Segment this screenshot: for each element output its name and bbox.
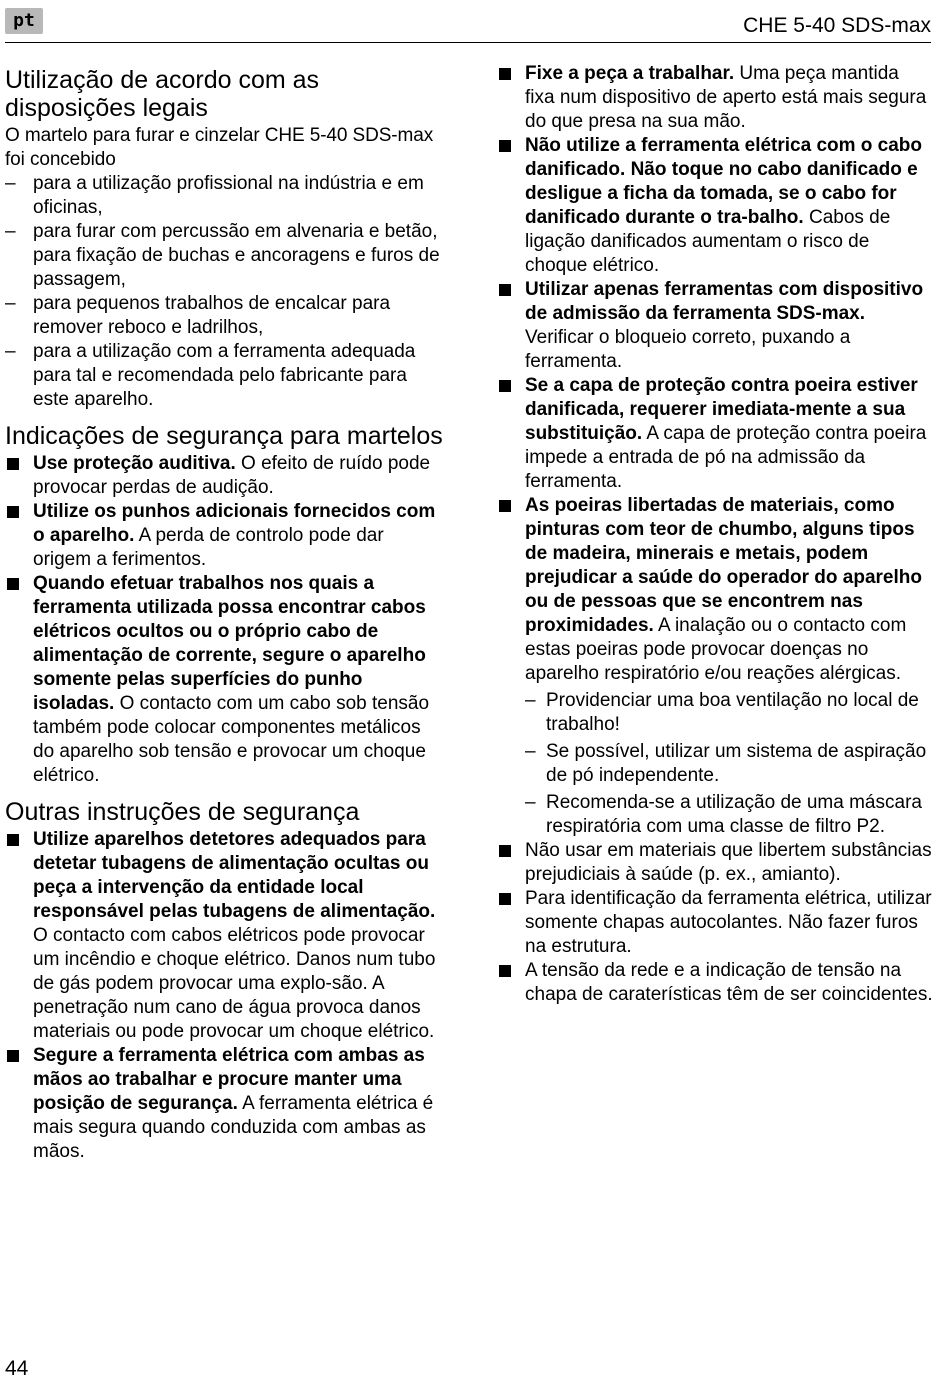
safety-item-text: A tensão da rede e a indicação de tensão na chapa de caraterísticas têm de ser coincidentes.: [525, 960, 933, 1005]
safety-item-bold: Quando efetuar trabalhos nos quais a ferramenta utilizada possa encontrar cabos elétricos ocultos ou o próprio cabo de alimentação de corrente, segure o aparelho somente pelas superfícies do punho isoladas.: [33, 573, 426, 714]
safety-item: [497, 494, 933, 839]
safety-item: [5, 500, 445, 572]
right-column: [497, 62, 933, 1007]
safety-item: [497, 134, 933, 278]
model-title: CHE 5-40 SDS-max: [743, 14, 931, 37]
safety-item: [497, 278, 933, 374]
square-bullet-icon: [499, 380, 511, 392]
square-bullet-icon: [499, 284, 511, 296]
safety-item-bold: Utilize aparelhos detetores adequados para detetar tubagens de alimentação ocultas ou peça a intervenção da entidade local responsável pelas tubagens de alimentação.: [33, 829, 436, 922]
usage-list: [5, 172, 445, 412]
safety-item-text: Para identificação da ferramenta elétrica, utilizar somente chapas autocolantes. Não fazer furos na estrutura.: [525, 888, 932, 957]
square-bullet-icon: [499, 965, 511, 977]
safety-item-bold: Utilize os punhos adicionais fornecidos com o aparelho.: [33, 501, 436, 546]
safety-item-text: A perda de controlo pode dar origem a ferimentos.: [33, 525, 384, 570]
right-safety-list: [497, 62, 933, 1007]
dust-measure-item: – Providenciar uma boa ventilação no local de trabalho!: [525, 689, 933, 737]
square-bullet-icon: [499, 845, 511, 857]
safety-item-text: A ferramenta elétrica é mais segura quando conduzida com ambas as mãos.: [33, 1093, 434, 1162]
square-bullet-icon: [7, 458, 19, 470]
safety-item-text: A inalação ou o contacto com estas poeiras pode provocar doenças no aparelho respiratório e/ou reações alérgicas.: [525, 615, 907, 684]
safety-item-bold: As poeiras libertadas de materiais, como pinturas com teor de chumbo, alguns tipos de madeira, minerais e metais, podem prejudicar a saúde do operador do aparelho ou de pessoas que se encontrem nas proximidades.: [525, 495, 922, 636]
safety-item: [497, 959, 933, 1007]
dust-measure-item: – Recomenda-se a utilização de uma máscara respiratória com uma classe de filtro P2.: [525, 791, 933, 839]
square-bullet-icon: [499, 140, 511, 152]
square-bullet-icon: [499, 68, 511, 80]
safety-item-bold: Não utilize a ferramenta elétrica com o cabo danificado. Não toque no cabo danificado e desligue a ficha da tomada, se o cabo for danificado durante o tra-balho.: [525, 135, 923, 228]
safety-item-bold: Segure a ferramenta elétrica com ambas as mãos ao trabalhar e procure manter uma posição de segurança.: [33, 1045, 425, 1114]
square-bullet-icon: [499, 500, 511, 512]
usage-item: – para a utilização profissional na indústria e em oficinas,: [5, 172, 445, 220]
hammer-safety-list: [5, 452, 445, 788]
usage-item: – para pequenos trabalhos de encalcar para remover reboco e ladrilhos,: [5, 292, 445, 340]
safety-item-text: Não usar em materiais que libertem substâncias prejudiciais à saúde (p. ex., amianto).: [525, 840, 932, 885]
safety-item-bold: Utilizar apenas ferramentas com dispositivo de admissão da ferramenta SDS-max.: [525, 279, 924, 324]
safety-item-bold: Use proteção auditiva.: [33, 453, 236, 474]
safety-item: [5, 828, 445, 1044]
safety-item-text: O contacto com um cabo sob tensão também pode colocar componentes metálicos do aparelho sob tensão e provocar um choque elétrico.: [33, 693, 430, 786]
usage-item: – para furar com percussão em alvenaria e betão, para fixação de buchas e ancoragens e furos de passagem,: [5, 220, 445, 292]
safety-item: [497, 839, 933, 887]
section-title-usage: Utilização de acordo com as disposições legais: [5, 66, 320, 122]
dust-measure-item: – Se possível, utilizar um sistema de aspiração de pó independente.: [525, 740, 933, 788]
usage-intro: O martelo para furar e cinzelar CHE 5-40 SDS-max foi concebido: [5, 125, 434, 170]
safety-item: [5, 1044, 445, 1164]
dust-measures-list: [525, 689, 933, 839]
safety-item: [497, 887, 933, 959]
safety-item-text: Verificar o bloqueio correto, puxando a ferramenta.: [525, 327, 851, 372]
safety-item-text: O contacto com cabos elétricos pode provocar um incêndio e choque elétrico. Danos num tubo de gás podem provocar uma explo-são. A penetração num cano de água provoca danos materiais ou pode provocar um choque elétrico.: [33, 925, 436, 1042]
square-bullet-icon: [7, 834, 19, 846]
square-bullet-icon: [7, 506, 19, 518]
square-bullet-icon: [7, 1050, 19, 1062]
page-header: [5, 8, 931, 43]
safety-item: [497, 62, 933, 134]
safety-item: [5, 452, 445, 500]
safety-item-text: Uma peça mantida fixa num dispositivo de aperto está mais segura do que presa na sua mão.: [525, 63, 927, 132]
square-bullet-icon: [7, 578, 19, 590]
page-number: 44: [5, 1357, 29, 1380]
safety-item-text: A capa de proteção contra poeira impede a entrada de pó na admissão da ferramenta.: [525, 423, 927, 492]
safety-item: [5, 572, 445, 788]
safety-item: [497, 374, 933, 494]
section-title-other-safety: Outras instruções de segurança: [5, 798, 360, 826]
safety-item-text: Cabos de ligação danificados aumentam o risco de choque elétrico.: [525, 207, 891, 276]
safety-item-text: O efeito de ruído pode provocar perdas de audição.: [33, 453, 431, 498]
language-badge: pt: [5, 8, 43, 34]
other-safety-list: [5, 828, 445, 1164]
left-column: [5, 62, 445, 1164]
square-bullet-icon: [499, 893, 511, 905]
section-title-hammer-safety: Indicações de segurança para martelos: [5, 422, 443, 450]
safety-item-bold: Fixe a peça a trabalhar.: [525, 63, 735, 84]
usage-item: – para a utilização com a ferramenta adequada para tal e recomendada pelo fabricante para este aparelho.: [5, 340, 445, 412]
safety-item-bold: Se a capa de proteção contra poeira estiver danificada, requerer imediata-mente a sua substituição.: [525, 375, 918, 444]
